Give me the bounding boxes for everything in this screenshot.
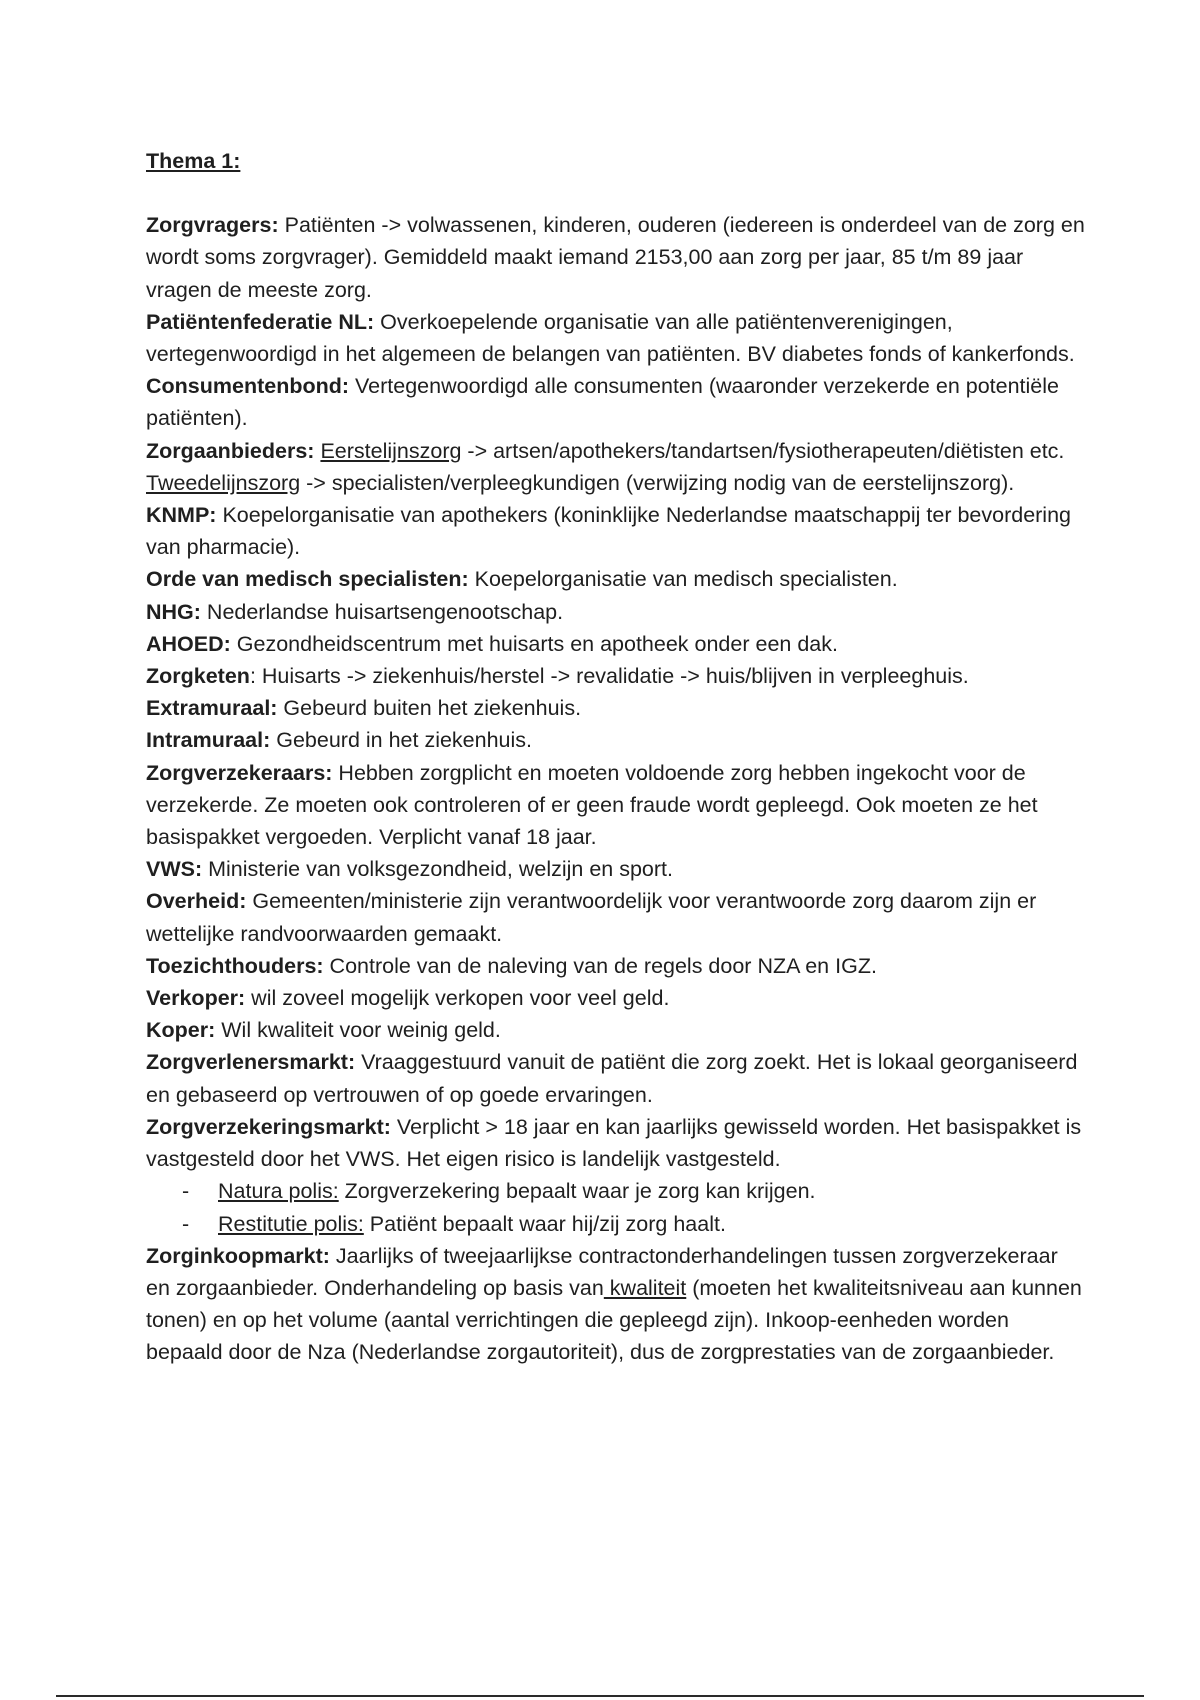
entry-term: Zorgverzekeringsmarkt:: [146, 1114, 391, 1139]
entry-term: AHOED:: [146, 631, 231, 656]
document-page: [146, 145, 1086, 1369]
entry-nhg: [146, 596, 1086, 628]
entry-text: wil zoveel mogelijk verkopen voor veel geld.: [245, 986, 670, 1011]
entry-text: Gebeurd buiten het ziekenhuis.: [277, 696, 582, 721]
entry-text: (moeten het kwaliteitsniveau aan kunnen tonen) en op het volume (aantal verrichtingen die gepleegd zijn). Inkoop-eenheden worden bepaald door de Nza (Nederlandse zorgautoriteit), dus de zorgprestaties van de zorgaanbieder.: [146, 1275, 1082, 1365]
entry-ahoed: [146, 628, 1086, 660]
bullet-label: Restitutie polis:: [218, 1211, 364, 1236]
entry-text: Ministerie van volksgezondheid, welzijn en sport.: [202, 857, 673, 882]
entry-text: Nederlandse huisartsengenootschap.: [200, 599, 564, 624]
bullet-dash: -: [182, 1211, 190, 1236]
entry-zorgaanbieders: [146, 435, 1086, 499]
entry-text: -> specialisten/verpleegkundigen (verwijzing nodig van de eerstelijnszorg).: [300, 470, 1015, 495]
entry-term: Orde van medisch specialisten:: [146, 567, 469, 592]
bullet-label: Natura polis:: [218, 1179, 339, 1204]
footer-divider: [56, 1695, 1144, 1697]
entry-text: Wil kwaliteit voor weinig geld.: [215, 1018, 501, 1043]
entry-knmp: [146, 499, 1086, 563]
entry-term: Zorgverzekeraars:: [146, 760, 333, 785]
entry-text: Koepelorganisatie van medisch specialisten.: [468, 567, 898, 592]
entry-term: Patiëntenfederatie NL:: [146, 309, 375, 334]
entry-term: Zorgketen: [146, 664, 250, 689]
entry-extramuraal: [146, 692, 1086, 724]
entry-term: NHG:: [146, 599, 201, 624]
entry-koper: [146, 1014, 1086, 1046]
entry-text: Hebben zorgplicht en moeten voldoende zorg hebben ingekocht voor de verzekerde. Ze moeten ook controleren of er geen fraude wordt gepleegd. Ook moeten ze het basispakket vergoeden. Verplicht vanaf 18 jaar.: [146, 760, 1038, 850]
entry-overheid: [146, 885, 1086, 949]
entry-zorgverlenersmarkt: [146, 1046, 1086, 1110]
entry-text: Vraaggestuurd vanuit de patiënt die zorg zoekt. Het is lokaal georganiseerd en gebaseerd op vertrouwen of op goede ervaringen.: [146, 1050, 1078, 1107]
entry-vws: [146, 853, 1086, 885]
entry-orde: [146, 563, 1086, 595]
page-title: Thema 1:: [146, 149, 241, 173]
entry-term: VWS:: [146, 857, 203, 882]
entry-term: KNMP:: [146, 503, 217, 528]
entry-text: Jaarlijks of tweejaarlijkse contractonderhandelingen tussen zorgverzekeraar en zorgaanbieder. Onderhandeling op basis van: [146, 1243, 1058, 1300]
entry-zorgverzekeringsmarkt: [146, 1111, 1086, 1175]
underlined-term-eerstelijnszorg: Eerstelijnszorg: [320, 438, 462, 463]
entry-term: Verkoper:: [146, 986, 246, 1011]
entry-term: Consumentenbond:: [146, 374, 350, 399]
entry-term: Intramuraal:: [146, 728, 271, 753]
entry-term: Zorgverlenersmarkt:: [146, 1050, 356, 1075]
entry-term: Extramuraal:: [146, 696, 278, 721]
entry-intramuraal: [146, 724, 1086, 756]
entry-zorgvragers: [146, 209, 1086, 306]
entry-term: Zorgvragers:: [146, 213, 279, 238]
entry-text: Controle van de naleving van de regels door NZA en IGZ.: [323, 953, 877, 978]
underlined-term-kwaliteit: kwaliteit: [603, 1275, 687, 1300]
entry-text: Gemeenten/ministerie zijn verantwoordelijk voor verantwoorde zorg daarom zijn er wettelijke randvoorwaarden gemaakt.: [146, 889, 1037, 946]
bullet-text: Patiënt bepaalt waar hij/zij zorg haalt.: [363, 1211, 726, 1236]
underlined-term-tweedelijnszorg: Tweedelijnszorg: [146, 470, 301, 495]
entry-text: Gezondheidscentrum met huisarts en apotheek onder een dak.: [230, 631, 838, 656]
bullet-text: Zorgverzekering bepaalt waar je zorg kan krijgen.: [338, 1179, 816, 1204]
entry-verkoper: [146, 982, 1086, 1014]
entry-patientenfederatie: [146, 306, 1086, 370]
entry-term: Zorgaanbieders:: [146, 438, 315, 463]
entry-term: Koper:: [146, 1018, 216, 1043]
bullet-dash: -: [182, 1179, 190, 1204]
entry-text: Gebeurd in het ziekenhuis.: [270, 728, 533, 753]
entry-zorgverzekeraars: [146, 757, 1086, 854]
entry-text: Verplicht > 18 jaar en kan jaarlijks gewisseld worden. Het basispakket is vastgesteld door het VWS. Het eigen risico is landelijk vastgesteld.: [146, 1114, 1082, 1172]
entry-toezichthouders: [146, 950, 1086, 982]
bullet-item-natura-polis: [146, 1175, 1086, 1207]
entry-term: Overheid:: [146, 889, 247, 914]
entry-term: Zorginkoopmarkt:: [146, 1243, 330, 1268]
polis-bullet-list: [146, 1175, 1086, 1239]
entry-text: : Huisarts -> ziekenhuis/herstel -> revalidatie -> huis/blijven in verpleeghuis.: [249, 664, 969, 689]
entry-text: Overkoepelende organisatie van alle patiëntenverenigingen, vertegenwoordigd in het algemeen de belangen van patiënten. BV diabetes fonds of kankerfonds.: [146, 309, 1075, 367]
entry-text: Koepelorganisatie van apothekers (koninklijke Nederlandse maatschappij ter bevordering van pharmacie).: [146, 503, 1071, 560]
entry-text: -> artsen/apothekers/tandartsen/fysiotherapeuten/diëtisten etc.: [461, 438, 1065, 463]
entry-text: Patiënten -> volwassenen, kinderen, ouderen (iedereen is onderdeel van de zorg en wordt soms zorgvrager). Gemiddeld maakt iemand 2153,00 aan zorg per jaar, 85 t/m 89 jaar vragen de meeste zorg.: [146, 213, 1085, 302]
entry-text: Vertegenwoordigd alle consumenten (waaronder verzekerde en potentiële patiënten).: [146, 374, 1059, 431]
entry-term: Toezichthouders:: [146, 953, 324, 978]
entry-zorginkoopmarkt: [146, 1240, 1086, 1369]
entry-consumentenbond: [146, 370, 1086, 434]
entry-zorgketen: [146, 660, 1086, 692]
bullet-item-restitutie-polis: [146, 1208, 1086, 1240]
